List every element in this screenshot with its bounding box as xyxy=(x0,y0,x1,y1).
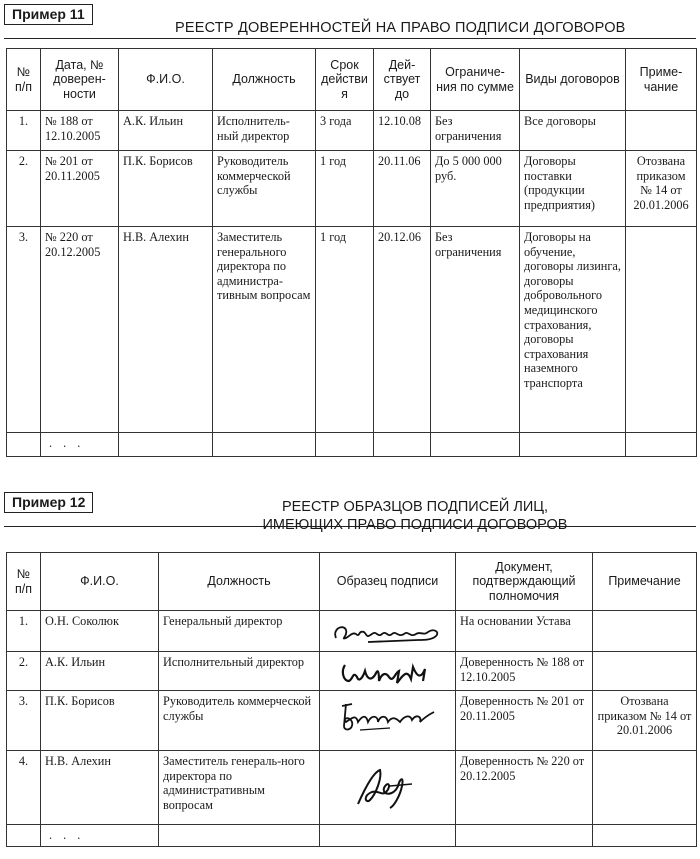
cell-note xyxy=(626,227,697,433)
col-header-position: Должность xyxy=(159,553,320,611)
cell-document: Доверенность № 201 от 20.11.2005 xyxy=(456,691,593,751)
title-line-2: ИМЕЮЩИХ ПРАВО ПОДПИСИ ДОГОВОРОВ xyxy=(262,517,568,533)
cell-name: А.К. Ильин xyxy=(41,652,159,691)
col-header-note: Примечание xyxy=(593,553,697,611)
cell-name: Н.В. Алехин xyxy=(41,751,159,825)
cell-note xyxy=(593,652,697,691)
col-header-until: Дей-ствует до xyxy=(374,49,431,111)
example-11-label: Пример 11 xyxy=(4,4,93,25)
signature-2 xyxy=(333,657,443,687)
cell-position: Генеральный директор xyxy=(159,611,320,652)
continuation-dots: . . . xyxy=(41,825,159,847)
cell-limit: Без ограничения xyxy=(431,227,520,433)
signature-sample-borisov xyxy=(320,691,456,751)
cell-note xyxy=(593,751,697,825)
cell-types: Все договоры xyxy=(520,111,626,151)
example-12-title xyxy=(200,498,630,534)
table-header-row xyxy=(7,49,697,111)
cell-num: 4. xyxy=(7,751,41,825)
signature-4 xyxy=(338,756,438,812)
cell-position: Заместитель генерального директора по администра-тивным вопросам xyxy=(213,227,316,433)
cell-document: Доверенность № 188 от 12.10.2005 xyxy=(456,652,593,691)
col-header-num: № п/п xyxy=(7,49,41,111)
col-header-date: Дата, № доверен-ности xyxy=(41,49,119,111)
col-header-limit: Ограниче-ния по сумме xyxy=(431,49,520,111)
table-row-continuation xyxy=(7,825,697,847)
signature-sample-ilyin xyxy=(320,652,456,691)
cell-position: Исполнительный директор xyxy=(159,652,320,691)
header-rule xyxy=(4,38,696,39)
cell-types: Договоры поставки (продукции предприятия) xyxy=(520,151,626,227)
col-header-term: Срок действия xyxy=(316,49,374,111)
table-row xyxy=(7,691,697,751)
col-header-note: Приме-чание xyxy=(626,49,697,111)
example-12-label: Пример 12 xyxy=(4,492,93,513)
cell-num: 2. xyxy=(7,652,41,691)
cell-note xyxy=(593,611,697,652)
cell-name: П.К. Борисов xyxy=(41,691,159,751)
cell-until: 20.12.06 xyxy=(374,227,431,433)
cell-date: № 201 от 20.11.2005 xyxy=(41,151,119,227)
table-row xyxy=(7,751,697,825)
col-header-document: Документ, подтверждающий полномочия xyxy=(456,553,593,611)
col-header-signature: Образец подписи xyxy=(320,553,456,611)
cell-document: Доверенность № 220 от 20.12.2005 xyxy=(456,751,593,825)
table-row xyxy=(7,111,697,151)
cell-num: 3. xyxy=(7,227,41,433)
col-header-position: Должность xyxy=(213,49,316,111)
title-line-1: РЕЕСТР ОБРАЗЦОВ ПОДПИСЕЙ ЛИЦ, xyxy=(281,499,549,515)
cell-num: 1. xyxy=(7,111,41,151)
cell-term: 1 год xyxy=(316,151,374,227)
col-header-num: № п/п xyxy=(7,553,41,611)
cell-document: На основании Устава xyxy=(456,611,593,652)
table-row xyxy=(7,151,697,227)
col-header-name: Ф.И.О. xyxy=(119,49,213,111)
signature-1 xyxy=(328,616,448,648)
cell-position: Исполнитель-ный директор xyxy=(213,111,316,151)
signature-sample-sokolyuk xyxy=(320,611,456,652)
signature-samples-table xyxy=(6,552,697,847)
table-row xyxy=(7,652,697,691)
cell-num: 1. xyxy=(7,611,41,652)
cell-term: 3 года xyxy=(316,111,374,151)
cell-date: № 188 от 12.10.2005 xyxy=(41,111,119,151)
cell-position: Руководитель коммерческой службы xyxy=(159,691,320,751)
cell-position: Заместитель генераль-ного директора по административным вопросам xyxy=(159,751,320,825)
cell-note xyxy=(626,111,697,151)
signature-3 xyxy=(330,696,446,738)
cell-name: Н.В. Алехин xyxy=(119,227,213,433)
table-row xyxy=(7,227,697,433)
cell-num: 3. xyxy=(7,691,41,751)
cell-term: 1 год xyxy=(316,227,374,433)
example-11-title: РЕЕСТР ДОВЕРЕННОСТЕЙ НА ПРАВО ПОДПИСИ ДОГОВОРОВ xyxy=(175,20,626,36)
cell-until: 12.10.08 xyxy=(374,111,431,151)
table-row-continuation xyxy=(7,433,697,457)
cell-date: № 220 от 20.12.2005 xyxy=(41,227,119,433)
cell-note: Отозвана приказом № 14 от 20.01.2006 xyxy=(593,691,697,751)
col-header-types: Виды договоров xyxy=(520,49,626,111)
cell-position: Руководитель коммерческой службы xyxy=(213,151,316,227)
cell-name: А.К. Ильин xyxy=(119,111,213,151)
cell-types: Договоры на обучение, договоры лизинга, договоры добровольного медицинского страхования, договоры страхования наземного транспорта xyxy=(520,227,626,433)
cell-num: 2. xyxy=(7,151,41,227)
cell-name: О.Н. Соколюк xyxy=(41,611,159,652)
table-header-row xyxy=(7,553,697,611)
cell-limit: До 5 000 000 руб. xyxy=(431,151,520,227)
continuation-dots: . . . xyxy=(41,433,119,457)
cell-limit: Без ограничения xyxy=(431,111,520,151)
table-row xyxy=(7,611,697,652)
power-of-attorney-register-table xyxy=(6,48,697,457)
cell-until: 20.11.06 xyxy=(374,151,431,227)
signature-sample-alekhin xyxy=(320,751,456,825)
cell-name: П.К. Борисов xyxy=(119,151,213,227)
col-header-name: Ф.И.О. xyxy=(41,553,159,611)
cell-note: Отозвана приказом № 14 от 20.01.2006 xyxy=(626,151,697,227)
